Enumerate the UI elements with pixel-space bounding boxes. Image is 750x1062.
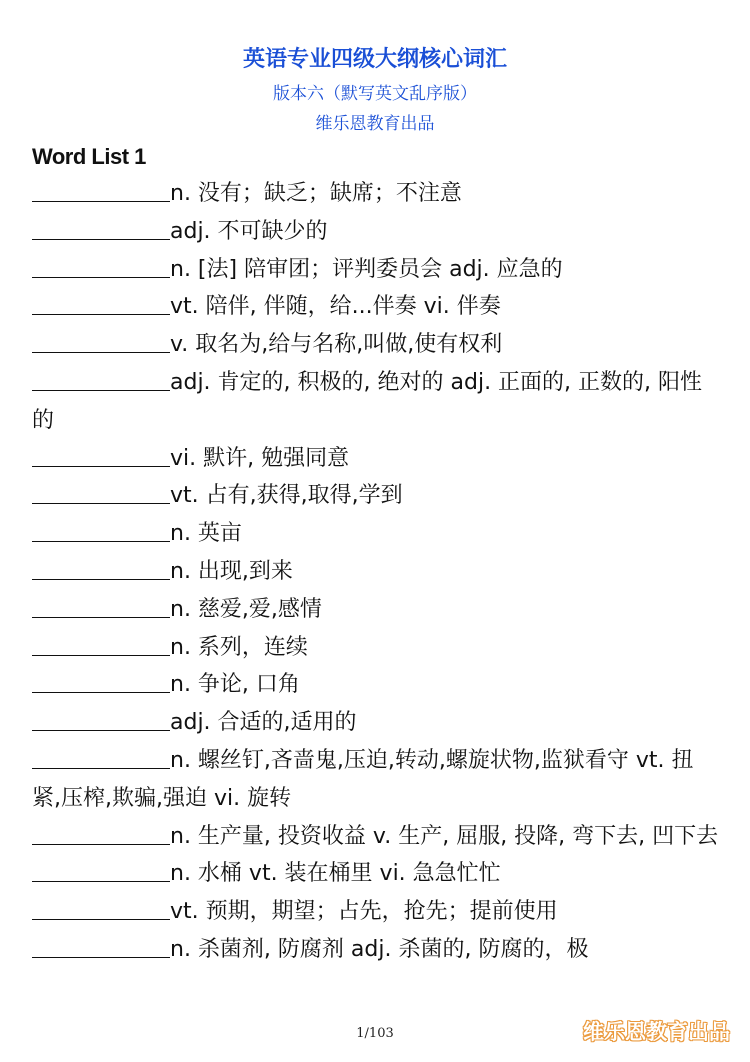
vocab-entry: [32, 251, 722, 289]
answer-blank: [32, 897, 170, 920]
entry-definition: adj. 不可缺少的: [170, 218, 328, 244]
answer-blank: [32, 292, 170, 315]
vocab-entry: [32, 931, 722, 969]
document-title: 英语专业四级大纲核心词汇: [242, 47, 507, 72]
answer-blank: [32, 859, 170, 882]
vocab-entry: [32, 213, 722, 251]
answer-blank: [32, 217, 170, 240]
entry-definition: n. 杀菌剂, 防腐剂 adj. 杀菌的, 防腐的，极: [170, 936, 589, 962]
vocab-entry: [32, 818, 722, 856]
vocab-entry: [32, 553, 722, 591]
entry-definition: n. 出现,到来: [170, 558, 293, 584]
entry-definition: n. 慈爱,爱,感情: [170, 596, 322, 622]
word-list-heading: Word List 1: [32, 144, 146, 169]
answer-blank: [32, 368, 170, 391]
answer-blank: [32, 330, 170, 353]
vocab-entry: [32, 629, 722, 667]
vocabulary-entry-list: [32, 175, 722, 969]
page-number: 1/103: [356, 1026, 394, 1041]
vocab-entry: [32, 515, 722, 553]
entry-definition: adj. 肯定的, 积极的, 绝对的 adj. 正面的, 正数的, 阳性的: [32, 369, 703, 433]
entry-definition: n. 系列，连续: [170, 634, 308, 660]
entry-definition: n. 争论, 口角: [170, 672, 300, 698]
entry-definition: n. 水桶 vt. 装在桶里 vi. 急急忙忙: [170, 861, 501, 887]
entry-definition: n. 英亩: [170, 521, 242, 547]
entry-definition: v. 取名为,给与名称,叫做,使有权利: [170, 332, 503, 358]
answer-blank: [32, 557, 170, 580]
answer-blank: [32, 595, 170, 618]
answer-blank: [32, 444, 170, 467]
entry-definition: vt. 占有,获得,取得,学到: [170, 483, 403, 509]
answer-blank: [32, 179, 170, 202]
document-subtitle: 版本六（默写英文乱序版）: [273, 84, 477, 104]
vocab-entry: [32, 288, 722, 326]
publisher-watermark: 维乐恩教育出品: [583, 1020, 730, 1044]
vocab-entry: [32, 175, 722, 213]
answer-blank: [32, 746, 170, 769]
answer-blank: [32, 670, 170, 693]
vocab-entry: [32, 326, 722, 364]
vocab-entry: [32, 893, 722, 931]
vocab-entry: [32, 364, 722, 440]
vocab-entry: [32, 742, 722, 818]
publisher-line: 维乐恩教育出品: [315, 114, 435, 134]
answer-blank: [32, 708, 170, 731]
answer-blank: [32, 935, 170, 958]
vocab-entry: [32, 477, 722, 515]
document-header: [0, 40, 750, 140]
vocab-entry: [32, 855, 722, 893]
entry-definition: adj. 合适的,适用的: [170, 710, 357, 736]
vocab-entry: [32, 591, 722, 629]
entry-definition: n. 生产量, 投资收益 v. 生产, 屈服, 投降, 弯下去, 凹下去: [170, 823, 719, 849]
vocab-entry: [32, 704, 722, 742]
answer-blank: [32, 481, 170, 504]
vocab-entry: [32, 440, 722, 478]
entry-definition: vt. 预期，期望；占先，抢先；提前使用: [170, 899, 558, 925]
entry-definition: vt. 陪伴, 伴随，给...伴奏 vi. 伴奏: [170, 294, 501, 320]
vocab-entry: [32, 666, 722, 704]
entry-definition: n. 没有；缺乏；缺席；不注意: [170, 181, 462, 206]
answer-blank: [32, 519, 170, 542]
answer-blank: [32, 633, 170, 656]
entry-definition: vi. 默许, 勉强同意: [170, 445, 350, 471]
entry-definition: n. [法] 陪审团；评判委员会 adj. 应急的: [170, 256, 563, 282]
answer-blank: [32, 822, 170, 845]
entry-definition: n. 螺丝钉,吝啬鬼,压迫,转动,螺旋状物,监狱看守 vt. 扭紧,压榨,欺骗,强迫 vi. 旋转: [32, 747, 694, 811]
answer-blank: [32, 255, 170, 278]
